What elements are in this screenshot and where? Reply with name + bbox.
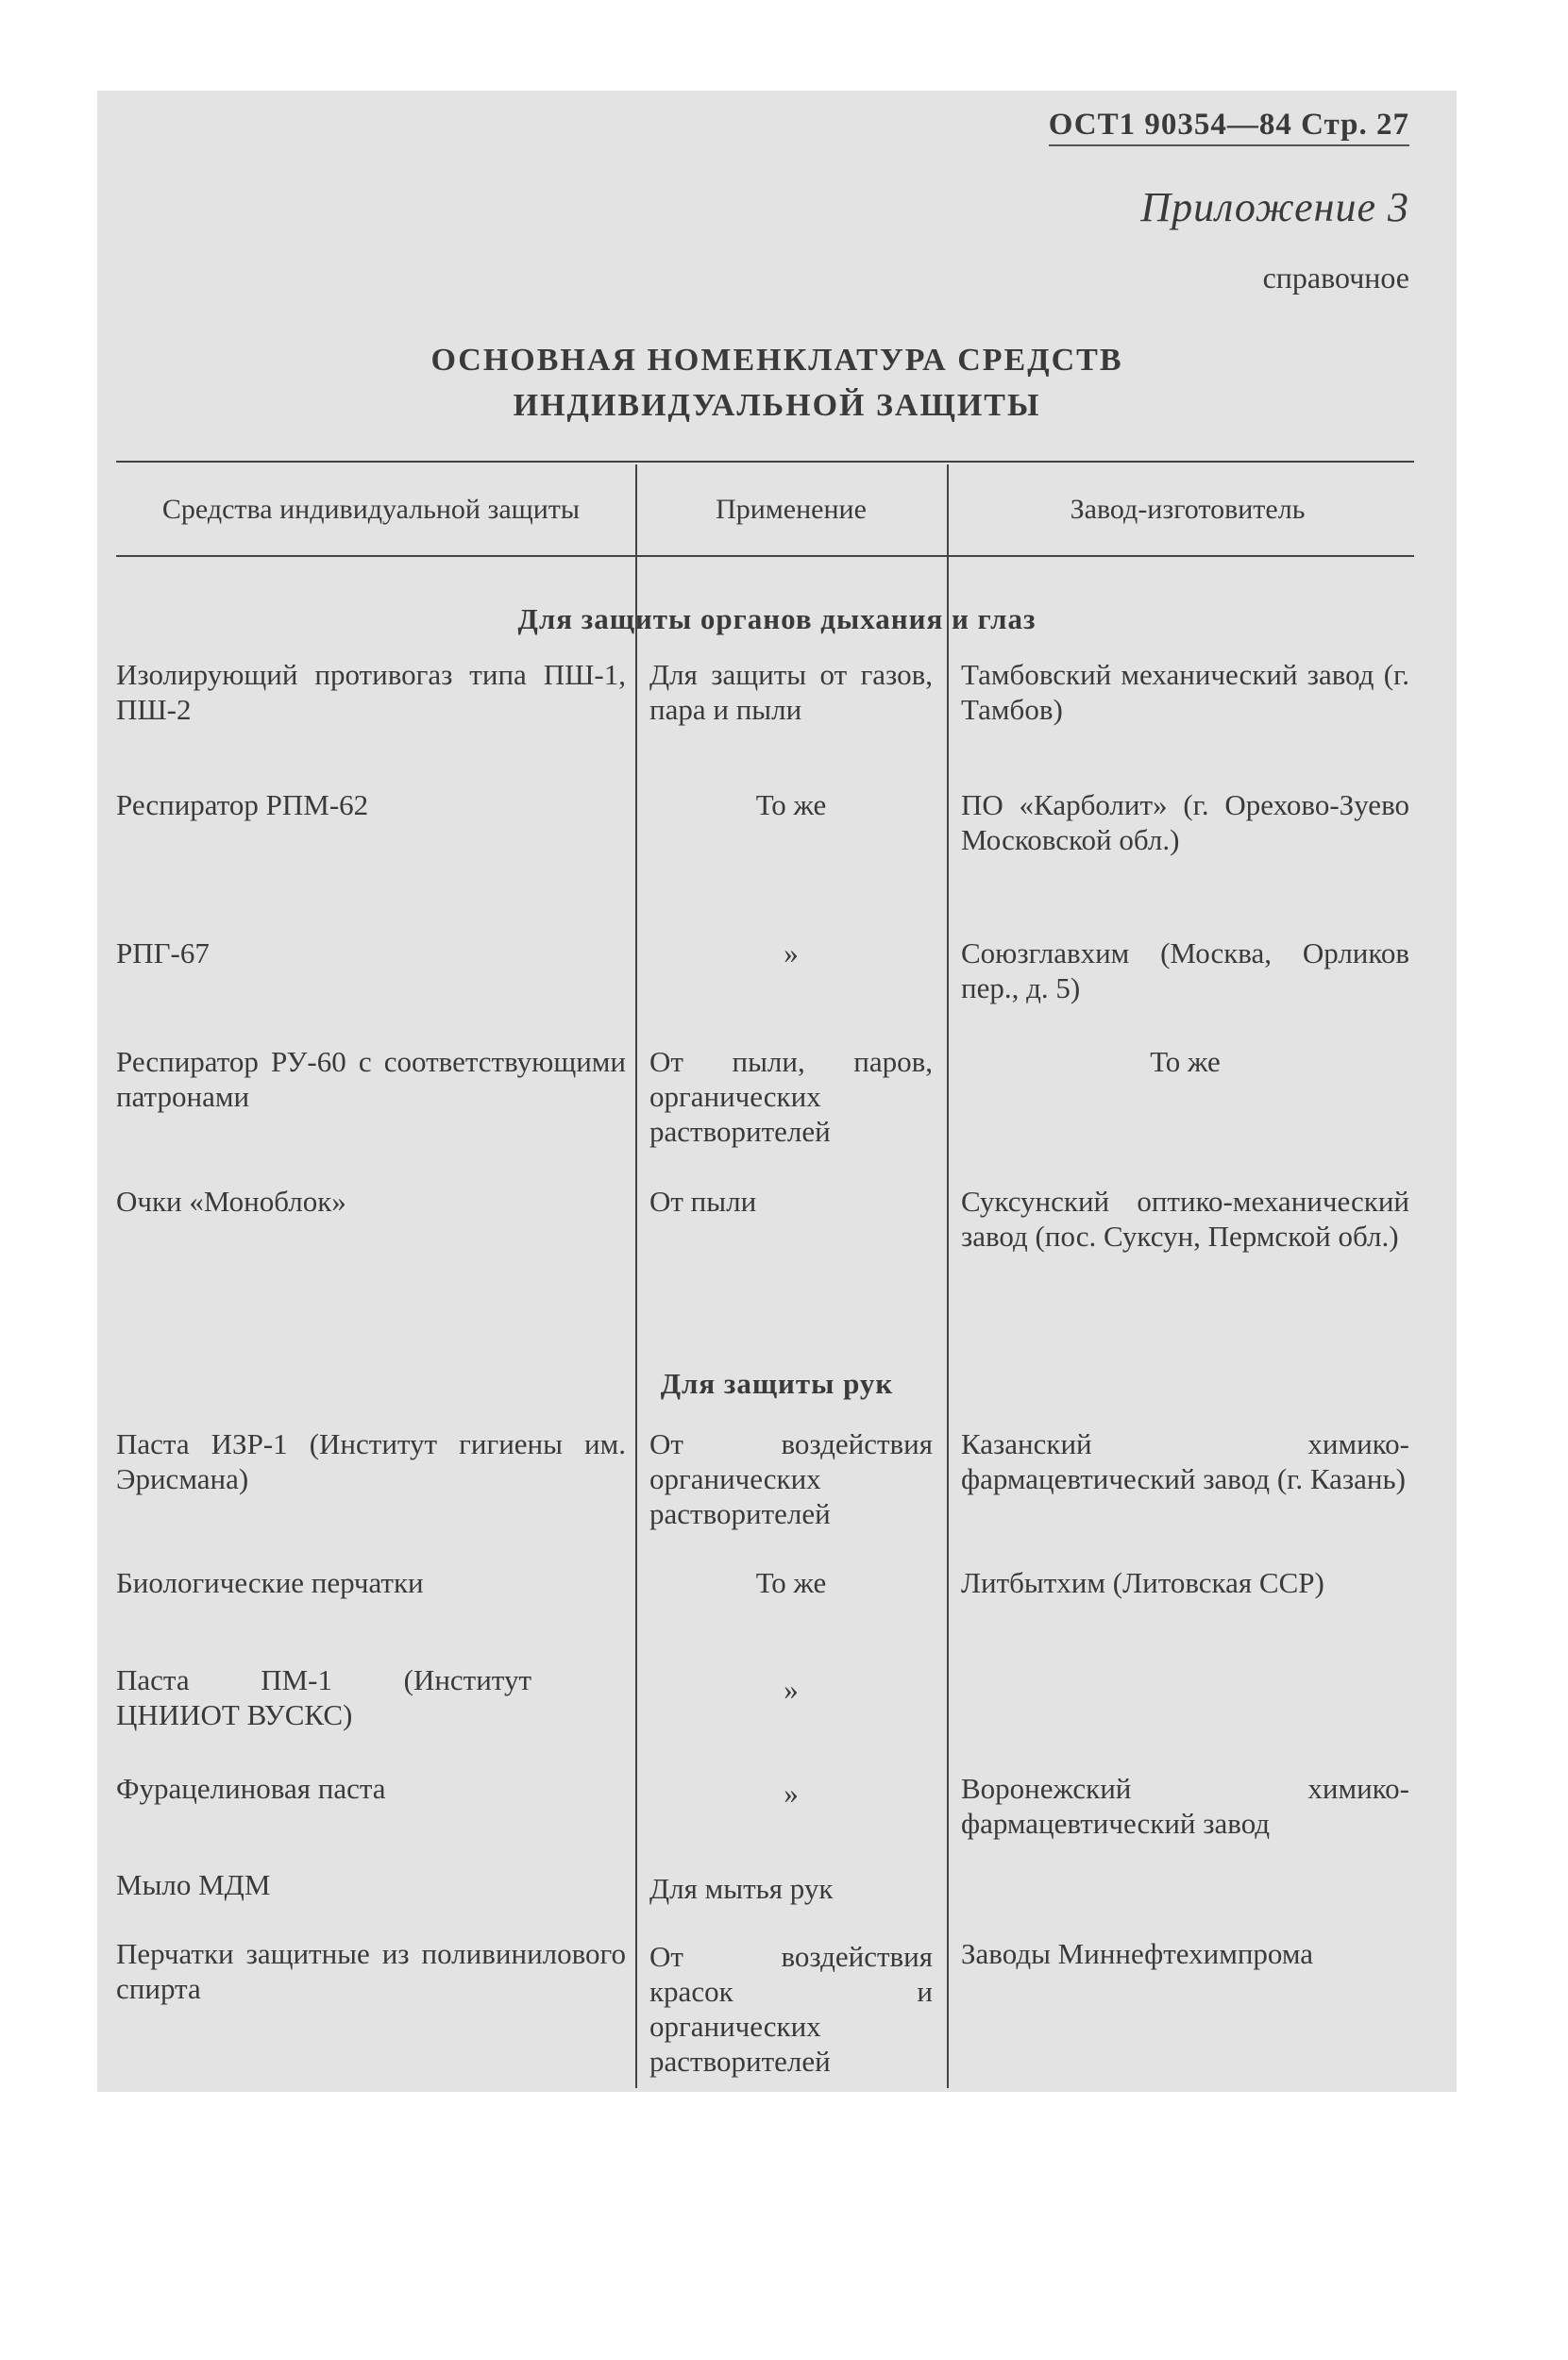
- appendix-label: Приложение 3: [1140, 184, 1409, 230]
- column-divider-1: [635, 464, 637, 2088]
- column-header-use: Применение: [716, 494, 867, 525]
- table-cell-use: От пыли, паров, органических растворителей: [649, 1045, 933, 1148]
- table-cell-maker: Литбытхим (Литовская ССР): [961, 1566, 1324, 1599]
- table-cell-item: Респиратор РУ-60 с соответствующими патронами: [116, 1045, 626, 1113]
- table-cell-use: От пыли: [649, 1185, 757, 1218]
- table-cell-use: То же: [755, 1566, 827, 1599]
- table-cell-use: От воздействия органических растворителей: [649, 1427, 933, 1530]
- column-header-item: Средства индивидуальной защиты: [161, 494, 581, 525]
- table-cell-item: РПГ-67: [116, 936, 210, 969]
- appendix-note: справочное: [1262, 261, 1409, 295]
- table-cell-maker: Казанский химико-фармацевтический завод (г. Казань): [961, 1427, 1409, 1495]
- document-title: [97, 338, 1457, 429]
- table-cell-use: От воздействия красок и органических растворителей: [649, 1940, 933, 2078]
- table-top-rule: [116, 461, 1414, 463]
- table-cell-use: »: [784, 1777, 799, 1810]
- title-line-2: ИНДИВИДУАЛЬНОЙ ЗАЩИТЫ: [513, 388, 1041, 423]
- table-cell-use: То же: [755, 788, 827, 821]
- document-page: [97, 91, 1457, 2092]
- table-cell-maker: Воронежский химико-фармацевтический завод: [961, 1772, 1409, 1840]
- table-cell-item: Очки «Моноблок»: [116, 1185, 346, 1218]
- table-cell-use: Для защиты от газов, пара и пыли: [649, 658, 933, 726]
- table-cell-use: »: [784, 936, 799, 969]
- table-cell-item: Паста ИЗР-1 (Институт гигиены им. Эрисмана): [116, 1427, 626, 1495]
- table-cell-maker: ПО «Карболит» (г. Орехово-Зуево Московской обл.): [961, 788, 1409, 856]
- table-cell-item: Фурацелиновая паста: [116, 1772, 386, 1805]
- table-header-rule: [116, 555, 1414, 557]
- table-cell-use: Для мытья рук: [649, 1872, 834, 1905]
- table-cell-item: Биологические перчатки: [116, 1566, 424, 1599]
- table-cell-item: Паста ПМ-1 (Институт ЦНИИОТ ВУСКС): [116, 1663, 531, 1731]
- column-header-maker: Завод-изготовитель: [1070, 494, 1306, 525]
- table-cell-maker: Суксунский оптико-механический завод (пос. Суксун, Пермской обл.): [961, 1185, 1409, 1253]
- table-cell-maker: Тамбовский механический завод (г. Тамбов): [961, 658, 1409, 726]
- table-cell-maker: Союзглавхим (Москва, Орликов пер., д. 5): [961, 936, 1409, 1004]
- section-title-hands: Для защиты рук: [660, 1367, 894, 1400]
- table-cell-item: Изолирующий противогаз типа ПШ-1, ПШ-2: [116, 658, 626, 726]
- section-title-respiratory: Для защиты органов дыхания и глаз: [517, 602, 1037, 635]
- column-divider-2: [947, 464, 949, 2088]
- document-reference: ОСТ1 90354—84 Стр. 27: [1049, 108, 1409, 146]
- table-cell-use: »: [784, 1673, 799, 1706]
- title-line-1: ОСНОВНАЯ НОМЕНКЛАТУРА СРЕДСТВ: [430, 343, 1123, 378]
- table-cell-item: Мыло МДМ: [116, 1868, 271, 1901]
- table-cell-maker: Заводы Миннефтехимпрома: [961, 1937, 1313, 1970]
- table-cell-item: Респиратор РПМ-62: [116, 788, 369, 821]
- table-cell-maker: То же: [1150, 1045, 1221, 1078]
- table-cell-item: Перчатки защитные из поливинилового спирта: [116, 1937, 626, 2005]
